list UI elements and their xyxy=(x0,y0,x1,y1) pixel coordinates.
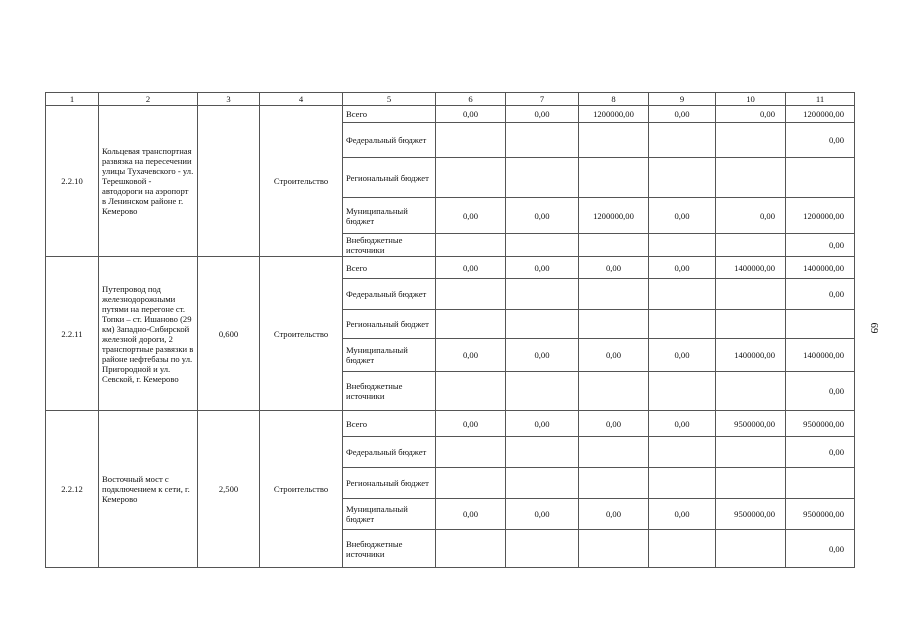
value-cell-10: 1400000,00 xyxy=(716,257,786,279)
value-cell-9 xyxy=(649,123,716,158)
value-cell-7: 0,00 xyxy=(506,339,579,372)
item-length: 2,500 xyxy=(198,411,260,568)
item-code: 2.2.10 xyxy=(46,106,99,257)
value-cell-10 xyxy=(716,158,786,198)
value-cell-9 xyxy=(649,158,716,198)
value-cell-10 xyxy=(716,468,786,499)
value-cell-10 xyxy=(716,530,786,568)
item-code: 2.2.11 xyxy=(46,257,99,411)
col-header: 6 xyxy=(436,93,506,106)
funding-source: Федеральный бюджет xyxy=(343,437,436,468)
value-cell-11: 0,00 xyxy=(786,437,855,468)
value-cell-7: 0,00 xyxy=(506,106,579,123)
value-cell-11: 0,00 xyxy=(786,530,855,568)
value-cell-7 xyxy=(506,279,579,310)
funding-source: Федеральный бюджет xyxy=(343,279,436,310)
funding-source: Внебюджетные источники xyxy=(343,372,436,411)
value-cell-7: 0,00 xyxy=(506,411,579,437)
table-row xyxy=(46,257,855,279)
value-cell-10: 9500000,00 xyxy=(716,411,786,437)
value-cell-6 xyxy=(436,468,506,499)
value-cell-8 xyxy=(579,279,649,310)
value-cell-7 xyxy=(506,372,579,411)
value-cell-11: 9500000,00 xyxy=(786,411,855,437)
value-cell-9: 0,00 xyxy=(649,106,716,123)
col-header: 5 xyxy=(343,93,436,106)
value-cell-11 xyxy=(786,310,855,339)
value-cell-7 xyxy=(506,468,579,499)
value-cell-7 xyxy=(506,123,579,158)
value-cell-8: 1200000,00 xyxy=(579,106,649,123)
item-type: Строительство xyxy=(260,411,343,568)
value-cell-10 xyxy=(716,234,786,257)
value-cell-8 xyxy=(579,372,649,411)
value-cell-8 xyxy=(579,123,649,158)
item-name: Путепровод под железнодорожными путями на перегоне ст. Топки – ст. Ишаново (29 км) Западно-Сибирской железной дороги, 2 транспортные развязки в районе нефтебазы по ул. Пригородной и ул. Севской, г. Кемерово xyxy=(99,257,198,411)
value-cell-10 xyxy=(716,123,786,158)
value-cell-11: 1400000,00 xyxy=(786,257,855,279)
value-cell-11 xyxy=(786,468,855,499)
item-type: Строительство xyxy=(260,257,343,411)
value-cell-11: 1400000,00 xyxy=(786,339,855,372)
value-cell-9 xyxy=(649,437,716,468)
value-cell-6: 0,00 xyxy=(436,257,506,279)
value-cell-9: 0,00 xyxy=(649,257,716,279)
value-cell-7 xyxy=(506,158,579,198)
column-numbers-row xyxy=(46,93,855,106)
value-cell-7 xyxy=(506,530,579,568)
col-header: 2 xyxy=(99,93,198,106)
value-cell-9: 0,00 xyxy=(649,198,716,234)
value-cell-8: 0,00 xyxy=(579,499,649,530)
value-cell-6: 0,00 xyxy=(436,411,506,437)
value-cell-8 xyxy=(579,530,649,568)
funding-source: Региональный бюджет xyxy=(343,158,436,198)
value-cell-9: 0,00 xyxy=(649,499,716,530)
value-cell-8: 0,00 xyxy=(579,411,649,437)
value-cell-8 xyxy=(579,234,649,257)
value-cell-7 xyxy=(506,437,579,468)
value-cell-11: 0,00 xyxy=(786,234,855,257)
budget-table xyxy=(45,92,855,568)
item-length: 0,600 xyxy=(198,257,260,411)
value-cell-9 xyxy=(649,310,716,339)
col-header: 9 xyxy=(649,93,716,106)
value-cell-10: 1400000,00 xyxy=(716,339,786,372)
value-cell-9: 0,00 xyxy=(649,411,716,437)
item-name: Восточный мост с подключением к сети, г. Кемерово xyxy=(99,411,198,568)
value-cell-8: 0,00 xyxy=(579,339,649,372)
funding-source: Муниципальный бюджет xyxy=(343,499,436,530)
funding-source: Всего xyxy=(343,411,436,437)
value-cell-7 xyxy=(506,234,579,257)
value-cell-8 xyxy=(579,310,649,339)
value-cell-8: 0,00 xyxy=(579,257,649,279)
value-cell-11: 1200000,00 xyxy=(786,198,855,234)
value-cell-9 xyxy=(649,234,716,257)
value-cell-10 xyxy=(716,310,786,339)
value-cell-7: 0,00 xyxy=(506,257,579,279)
value-cell-11: 0,00 xyxy=(786,372,855,411)
value-cell-10: 0,00 xyxy=(716,106,786,123)
funding-source: Федеральный бюджет xyxy=(343,123,436,158)
value-cell-10: 9500000,00 xyxy=(716,499,786,530)
col-header: 1 xyxy=(46,93,99,106)
value-cell-7: 0,00 xyxy=(506,499,579,530)
col-header: 10 xyxy=(716,93,786,106)
value-cell-10 xyxy=(716,372,786,411)
page-number: 69 xyxy=(868,322,880,334)
value-cell-6: 0,00 xyxy=(436,106,506,123)
value-cell-6 xyxy=(436,372,506,411)
value-cell-6 xyxy=(436,310,506,339)
value-cell-10: 0,00 xyxy=(716,198,786,234)
funding-source: Муниципальный бюджет xyxy=(343,198,436,234)
value-cell-9 xyxy=(649,530,716,568)
value-cell-8 xyxy=(579,468,649,499)
value-cell-11 xyxy=(786,158,855,198)
item-code: 2.2.12 xyxy=(46,411,99,568)
value-cell-8: 1200000,00 xyxy=(579,198,649,234)
value-cell-6 xyxy=(436,123,506,158)
funding-source: Региональный бюджет xyxy=(343,468,436,499)
value-cell-6 xyxy=(436,234,506,257)
value-cell-6: 0,00 xyxy=(436,499,506,530)
value-cell-6: 0,00 xyxy=(436,339,506,372)
item-name: Кольцевая транспортная развязка на пересечении улицы Тухачевского - ул. Терешковой - автодороги на аэропорт в Ленинском районе г. Кемерово xyxy=(99,106,198,257)
table-row xyxy=(46,411,855,437)
value-cell-8 xyxy=(579,437,649,468)
col-header: 7 xyxy=(506,93,579,106)
col-header: 8 xyxy=(579,93,649,106)
value-cell-10 xyxy=(716,437,786,468)
value-cell-11: 1200000,00 xyxy=(786,106,855,123)
value-cell-6 xyxy=(436,158,506,198)
funding-source: Внебюджетные источники xyxy=(343,530,436,568)
value-cell-10 xyxy=(716,279,786,310)
value-cell-6 xyxy=(436,530,506,568)
value-cell-11: 0,00 xyxy=(786,123,855,158)
value-cell-7: 0,00 xyxy=(506,198,579,234)
funding-source: Всего xyxy=(343,257,436,279)
value-cell-7 xyxy=(506,310,579,339)
value-cell-9 xyxy=(649,372,716,411)
item-type: Строительство xyxy=(260,106,343,257)
value-cell-8 xyxy=(579,158,649,198)
value-cell-11: 9500000,00 xyxy=(786,499,855,530)
funding-source: Всего xyxy=(343,106,436,123)
funding-source: Внебюджетные источники xyxy=(343,234,436,257)
value-cell-9: 0,00 xyxy=(649,339,716,372)
col-header: 11 xyxy=(786,93,855,106)
value-cell-9 xyxy=(649,468,716,499)
value-cell-6 xyxy=(436,437,506,468)
value-cell-6: 0,00 xyxy=(436,198,506,234)
value-cell-11: 0,00 xyxy=(786,279,855,310)
value-cell-6 xyxy=(436,279,506,310)
col-header: 4 xyxy=(260,93,343,106)
funding-source: Муниципальный бюджет xyxy=(343,339,436,372)
col-header: 3 xyxy=(198,93,260,106)
table-row xyxy=(46,106,855,123)
funding-source: Региональный бюджет xyxy=(343,310,436,339)
value-cell-9 xyxy=(649,279,716,310)
item-length xyxy=(198,106,260,257)
